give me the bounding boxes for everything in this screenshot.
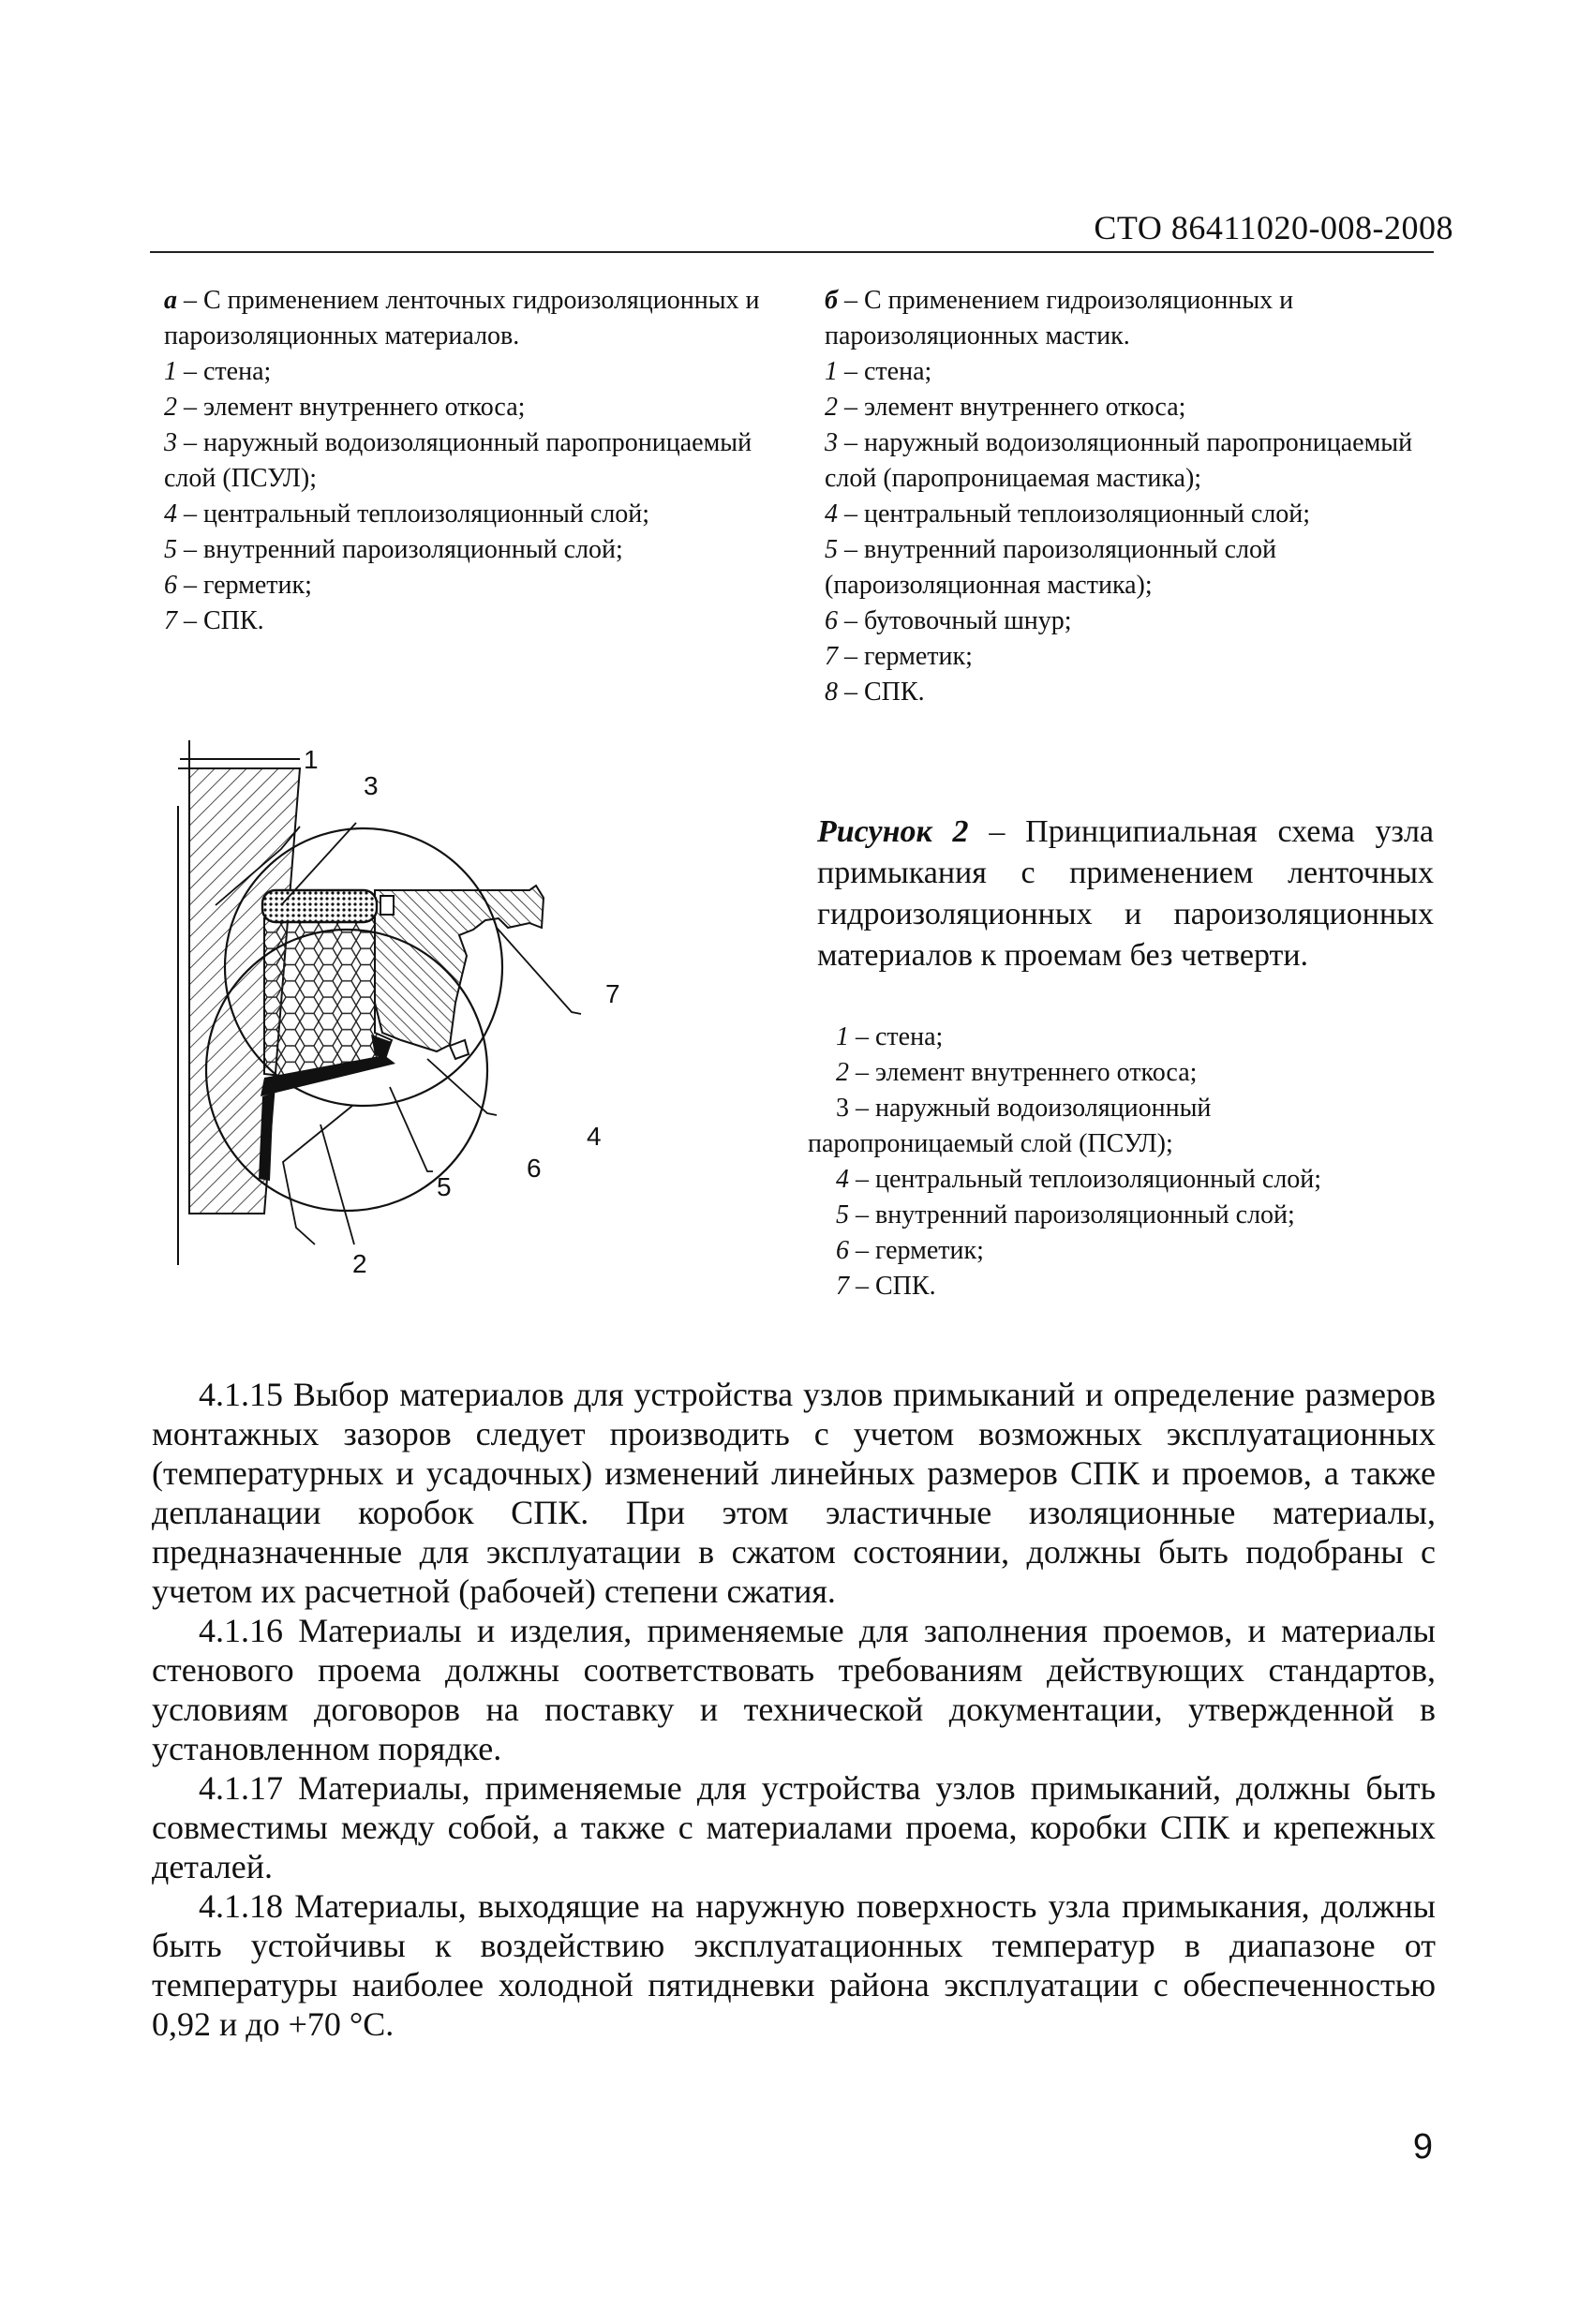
- paragraph-4-1-16: 4.1.16 Материалы и изделия, применяемые для заполнения проемов, и материалы стенового проема должны соответствовать требованиям действующих стандартов, условиям договоров на поставку и технической документации, утвержденной в установленном порядке.: [152, 1612, 1436, 1767]
- list-item: 2 – элемент внутреннего откоса;: [825, 393, 1186, 422]
- drawing-label-3: 3: [364, 771, 379, 800]
- list-item: 6 – бутовочный шнур;: [825, 606, 1072, 635]
- drawing-label-1: 1: [304, 745, 319, 774]
- list-item: 5 – внутренний пароизоляционный слой;: [836, 1200, 1295, 1229]
- variant-a-letter: а: [164, 286, 177, 315]
- list-item: паропроницаемый слой (ПСУЛ);: [808, 1129, 1173, 1158]
- list-item: 6 – герметик;: [836, 1236, 984, 1265]
- list-item: 4 – центральный теплоизоляционный слой;: [164, 499, 650, 529]
- list-item: 3 – наружный водоизоляционный паропроницаемый слой (паропроницаемая мастика);: [825, 428, 1413, 493]
- drawing-label-4: 4: [587, 1122, 602, 1151]
- paragraph-4-1-18: 4.1.18 Материалы, выходящие на наружную поверхность узла примыкания, должны быть устойчивы к воздействию эксплуатационных температур в диапазоне от температуры наиболее холодной пятидневки района эксплуатации с обеспеченностью 0,92 и до +70 °С.: [152, 1887, 1436, 2043]
- variant-b-title: [825, 283, 1443, 354]
- paragraph-4-1-15: 4.1.15 Выбор материалов для устройства узлов примыканий и определение размеров монтажных зазоров следует производить с учетом возможных эксплуатационных (температурных и усадочных) изменений линейных размеров СПК и проемов, а также депланации коробок СПК. При этом эластичные изоляционные материалы, предназначенные для эксплуатации в сжатом состоянии, должны быть подобраны с учетом их расчетной (рабочей) степени сжатия.: [152, 1376, 1436, 1610]
- list-item: 2 – элемент внутреннего откоса;: [164, 393, 526, 422]
- list-item: 4 – центральный теплоизоляционный слой;: [836, 1165, 1322, 1194]
- drawing-label-6: 6: [527, 1154, 542, 1183]
- list-item: 3 – наружный водоизоляционный паропроницаемый слой (ПСУЛ);: [164, 428, 752, 493]
- list-item: 4 – центральный теплоизоляционный слой;: [825, 499, 1311, 529]
- figure-caption: [817, 812, 1434, 976]
- list-item: 5 – внутренний пароизоляционный слой (пароизоляционная мастика);: [825, 535, 1277, 600]
- variant-b-legend: [825, 283, 1443, 710]
- list-item: 1 – стена;: [836, 1022, 944, 1051]
- drawing-label-7: 7: [605, 979, 620, 1008]
- insulation-layer: [262, 890, 392, 1078]
- paragraph-4-1-17: 4.1.17 Материалы, применяемые для устройства узлов примыканий, должны быть совместимы между собой, а также с материалами проема, коробки СПК и крепежных деталей.: [152, 1769, 1436, 1885]
- window-frame: [375, 886, 544, 1059]
- variant-b-title-text: – С применением гидроизоляционных и пароизоляционных мастик.: [825, 286, 1294, 350]
- document-code: СТО 86411020-008-2008: [1094, 209, 1453, 246]
- variant-a-legend: [164, 283, 782, 639]
- drawing-label-5: 5: [437, 1172, 452, 1201]
- variant-b-letter: б: [825, 286, 838, 315]
- variant-a-title-text: – С применением ленточных гидроизоляционных и пароизоляционных материалов.: [164, 286, 760, 350]
- list-item: 3 – наружный водоизоляционный: [836, 1094, 1212, 1123]
- list-item: 6 – герметик;: [164, 571, 312, 600]
- drawing-label-2: 2: [352, 1249, 367, 1274]
- variant-a-title: [164, 283, 782, 354]
- list-item: 7 – СПК.: [836, 1272, 936, 1301]
- list-item: 7 – СПК.: [164, 606, 264, 635]
- list-item: 1 – стена;: [825, 357, 932, 386]
- list-item: 5 – внутренний пароизоляционный слой;: [164, 535, 623, 564]
- figure-caption-text: – Принципиальная схема узла примыкания с применением ленточных гидроизоляционных и пароизоляционных материалов к проемам без четверти.: [817, 814, 1434, 973]
- body-text: [152, 1375, 1436, 2044]
- list-item: 7 – герметик;: [825, 642, 973, 671]
- header-rule: [150, 251, 1434, 253]
- junction-section-drawing: [150, 722, 637, 1274]
- list-item: 2 – элемент внутреннего откоса;: [836, 1058, 1198, 1087]
- figure-caption-label: Рисунок 2: [817, 814, 969, 849]
- list-item: 1 – стена;: [164, 357, 272, 386]
- figure-legend: [808, 1020, 1445, 1304]
- list-item: 8 – СПК.: [825, 678, 925, 707]
- page-number: 9: [1412, 2127, 1433, 2167]
